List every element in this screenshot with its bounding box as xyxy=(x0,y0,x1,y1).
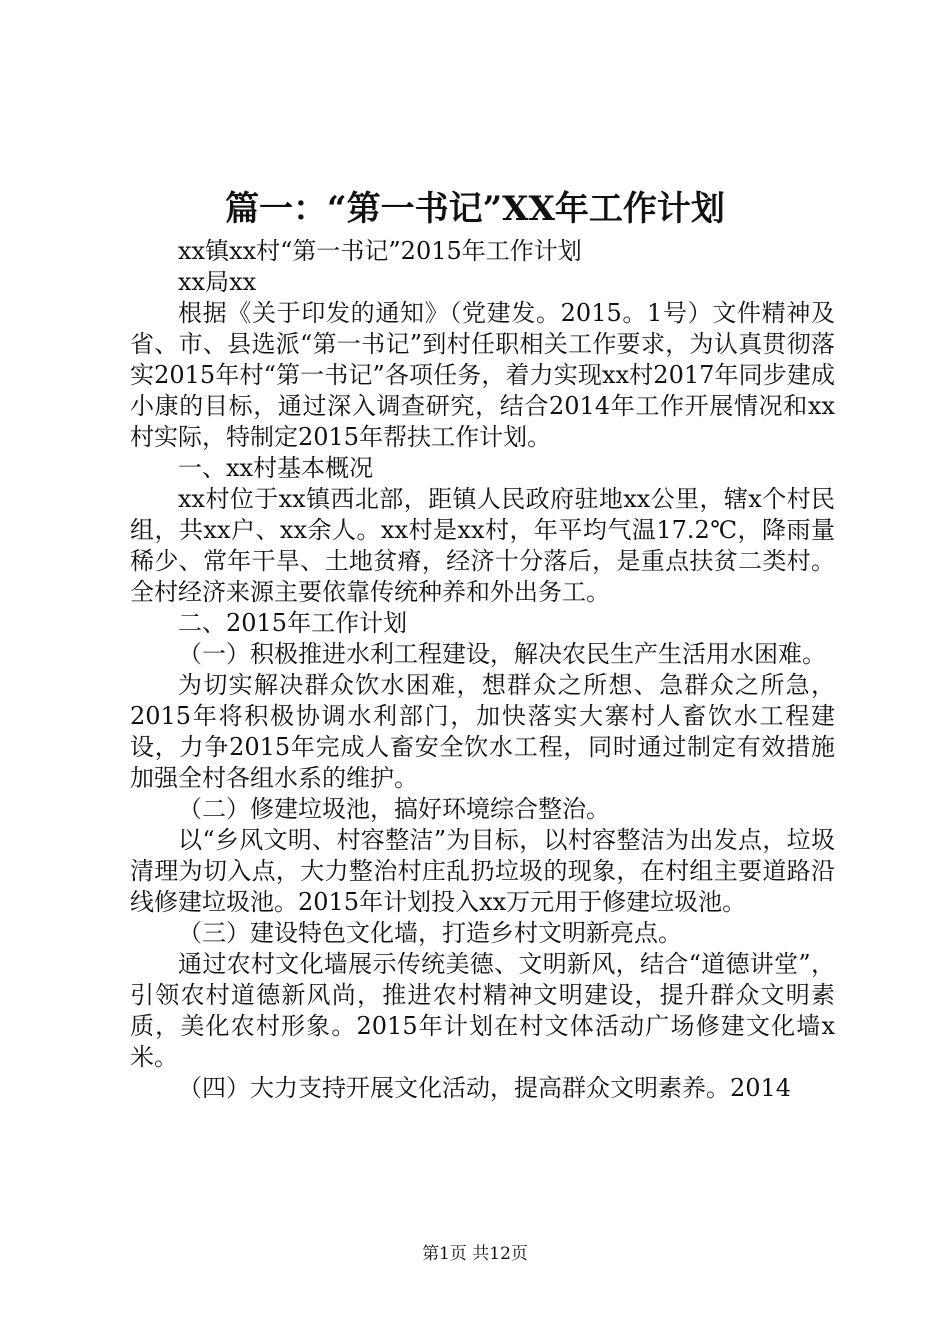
author-line: xx局xx xyxy=(178,268,257,296)
paragraph: 通过农村文化墙展示传统美德、文明新风，结合“道德讲堂”，引领农村道德新风尚，推进农村精神文明建设，提升群众文明素质，美化农村形象。2015年计划在村文体活动广场修建文化墙x米。 xyxy=(130,950,835,1071)
page-footer: 第1页 共12页 xyxy=(422,1244,528,1264)
paragraph: 以“乡风文明、村容整洁”为目标，以村容整洁为出发点，垃圾清理为切入点，大力整治村庄乱扔垃圾的现象，在村组主要道路沿线修建垃圾池。2015年计划投入xx万元用于修建垃圾池。 xyxy=(130,826,835,916)
subsection-heading: （四）大力支持开展文化活动，提高群众文明素养。2014 xyxy=(178,1074,792,1102)
section-heading: 二、2015年工作计划 xyxy=(178,609,408,637)
paragraph: xx村位于xx镇西北部，距镇人民政府驻地xx公里，辖x个村民组，共xx户、xx余人。xx村是xx村，年平均气温17.2℃，降雨量稀少、常年干旱、土地贫瘠，经济十分落后，是重点扶贫二类村。全村经济来源主要依靠传统种养和外出务工。 xyxy=(130,485,835,606)
document-title: 篇一：“第一书记”XX年工作计划 xyxy=(225,189,725,229)
subsection-heading: （三）建设特色文化墙，打造乡村文明新亮点。 xyxy=(178,919,682,947)
paragraph: 为切实解决群众饮水困难，想群众之所想、急群众之所急，2015年将积极协调水利部门，加快落实大寨村人畜饮水工程建设，力争2015年完成人畜安全饮水工程，同时通过制定有效措施加强全村各组水系的维护。 xyxy=(130,671,835,792)
section-heading: 一、xx村基本概况 xyxy=(178,454,374,482)
paragraph: 根据《关于印发的通知》（党建发。2015。1号）文件精神及省、市、县选派“第一书记”到村任职相关工作要求，为认真贯彻落实2015年村“第一书记”各项任务，着力实现xx村2017年同步建成小康的目标，通过深入调查研究，结合2014年工作开展情况和xx村实际，特制定2015年帮扶工作计划。 xyxy=(130,299,835,451)
subsection-heading: （二）修建垃圾池，搞好环境综合整治。 xyxy=(178,795,610,823)
subsection-heading: （一）积极推进水利工程建设，解决农民生产生活用水困难。 xyxy=(178,640,826,668)
document-body xyxy=(130,236,835,1104)
subtitle-line: xx镇xx村“第一书记”2015年工作计划 xyxy=(178,237,582,265)
